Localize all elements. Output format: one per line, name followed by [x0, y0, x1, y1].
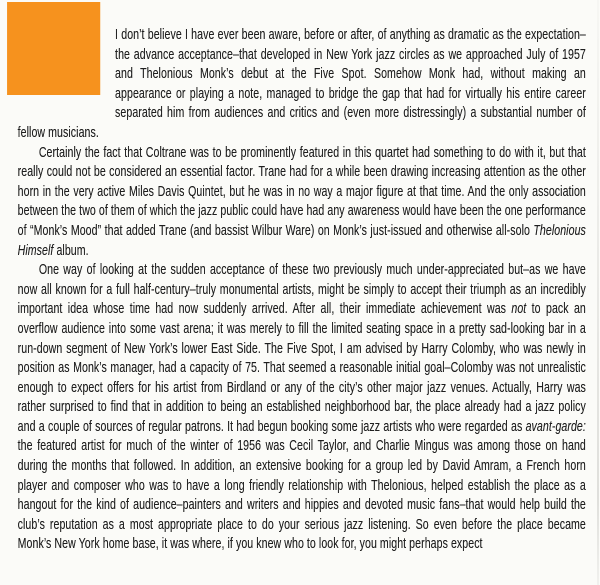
italic-text-run: Thelonious Himself: [17, 221, 586, 259]
text-run: the featured artist for much of the winter of 1956 was Cecil Taylor, and Charlie Mingus was among those on hand during the months that followed. In addition, an extensive booking for a group led by David Amram, a French horn player and composer who was to have a long friendly relationship with Thelonious, helped establish the place as a hangout for the kind of audience–painters and writers and hippies and devoted music fans–that would help build the club’s reputation as a most appropriate place to do your serious jazz listening. So even before the place became Monk’s New York home base, it was where, if you knew who to look for, you might perhaps expect: [17, 437, 586, 553]
decorative-orange-square: [7, 2, 100, 95]
italic-text-run: avant-garde:: [525, 417, 586, 435]
text-run: Certainly the fact that Coltrane was to be prominently featured in this quartet had something to do with it, but that really could not be considered an essential factor. Trane had for a while been drawing increasing attention as the other horn in the very active Miles Davis Quintet, but he was in no way a major figure at that time. And the only association between the two of them of which the jazz public could have had any awareness would have been the one performance of “Monk’s Mood” that added Trane (and bassist Wilbur Ware) on Monk’s just-issued and otherwise all-solo: [17, 143, 586, 239]
italic-text-run: not: [511, 300, 527, 318]
text-run: I don’t believe I have ever been aware, before or after, of anything as dramatic as the expectation–the advance acceptance–that developed in New York jazz circles as we approached July of 1957 and Thelonious Monk’s debut at the Five Spot. Somehow Monk had, without making an appearance or playing a note, managed to bridge the gap that had for virtually his entire career separated him from audiences and critics and (even more distressingly) a substantial number of fellow musicians.: [17, 26, 586, 141]
paragraph-coltrane: [18, 143, 586, 261]
paragraph-five-spot: [18, 260, 586, 554]
text-run: One way of looking at the sudden acceptance of these two previously much under-appreciated but–as we have now all known for a full half-century–truly monumental artists, might be simply to accept their triumph as an incredibly important idea whose time had now suddenly arrived. After all, their immediate achievement was: [17, 261, 586, 318]
text-run: to pack an overflow audience into some vast arena; it was merely to fill the limited seating space in a pretty sad-looking bar in a run-down segment of New York’s lower East Side. The Five Spot, I am advised by Harry Colomby, who was newly in position as Monk’s manager, had a capacity of 75. That seemed a reasonable initial goal–Colomby was not unrealistic enough to expect offers for his artist from Birdland or any of the city’s other major jazz venues. Actually, Harry was rather surprised to find that in addition to being an established neighborhood bar, the place already had a jazz policy and a couple of sources of regular patrons. It had begun booking some jazz artists who were regarded as: [17, 300, 586, 435]
text-run: album.: [53, 241, 89, 259]
paragraph-intro: [18, 25, 586, 143]
